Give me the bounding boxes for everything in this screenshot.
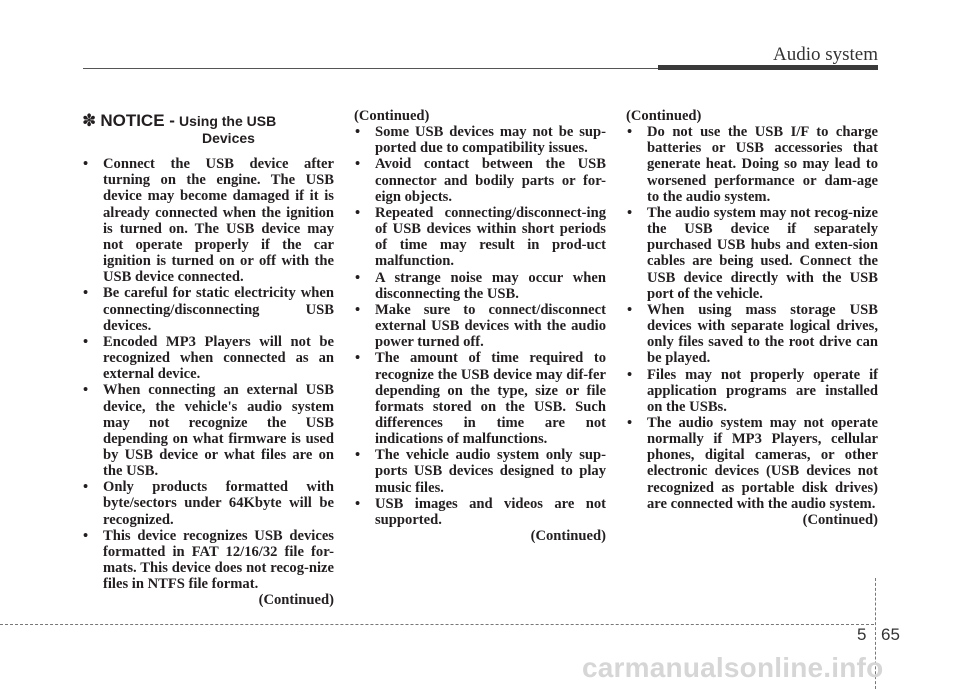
footer-rule bbox=[0, 624, 874, 625]
column-2 bbox=[354, 108, 606, 544]
list-item: • Be careful for static electricity when connecting/disconnecting USB devices. bbox=[82, 285, 334, 333]
list-item: • Only products formatted with byte/sectors under 64Kbyte will be recognized. bbox=[82, 479, 334, 527]
column-3 bbox=[626, 108, 878, 528]
continued-header: (Continued) bbox=[354, 108, 430, 124]
notice-heading bbox=[82, 113, 334, 147]
list-item: • Make sure to connect/disconnect external USB devices with the audio power turned off. bbox=[354, 302, 606, 350]
list-item: • Some USB devices may not be sup-ported due to compatibility issues. bbox=[354, 124, 606, 156]
notice-topic: Using the USB bbox=[178, 113, 277, 129]
notice-topic-line2: Devices bbox=[202, 130, 255, 147]
list-item: • Do not use the USB I/F to charge batteries or USB accessories that generate heat. Doing so may lead to worsened performance or dam-age to the audio system. bbox=[626, 124, 878, 205]
continued-footer: (Continued) bbox=[530, 528, 606, 545]
section-title: Audio system bbox=[772, 44, 878, 65]
list-item: • The vehicle audio system only sup-ports USB devices designed to play music files. bbox=[354, 447, 606, 495]
notice-star-icon: ✽ bbox=[82, 111, 97, 130]
list-item: • Repeated connecting/disconnect-ing of USB devices within short periods of time may result in prod-uct malfunction. bbox=[354, 205, 606, 270]
header-bar bbox=[658, 65, 878, 70]
list-item: • USB images and videos are not supported. bbox=[354, 496, 606, 528]
continued-footer: (Continued) bbox=[802, 511, 878, 528]
list-item: • Encoded MP3 Players will not be recognized when connected as an external device. bbox=[82, 334, 334, 382]
list-item: • The amount of time required to recognize the USB device may dif-fer depending on the type, size or file formats stored on the USB. Such differences in time are not indications of malfunctions. bbox=[354, 350, 606, 447]
header-rule bbox=[83, 68, 658, 69]
list-item: • Files may not properly operate if application programs are installed on the USBs. bbox=[626, 367, 878, 415]
bullet-list-2 bbox=[354, 124, 606, 528]
list-item: • When connecting an external USB device, the vehicle's audio system may not recognize the USB depending on what firmware is used by USB device or what files are on the USB. bbox=[82, 382, 334, 479]
watermark: carmanualsonline.info bbox=[582, 652, 884, 683]
bullet-list-1 bbox=[82, 156, 334, 592]
list-item: • A strange noise may occur when disconnecting the USB. bbox=[354, 270, 606, 302]
continued-header: (Continued) bbox=[626, 108, 702, 124]
list-item: • Connect the USB device after turning on the engine. The USB device may become damaged if it is already connected when the ignition is turned on. The USB device may not operate properly if the car ignition is turned on or off with the USB device connected. bbox=[82, 156, 334, 285]
list-item: • The audio system may not operate normally if MP3 Players, cellular phones, digital cameras, or other electronic devices (USB devices not recognized as portable disk drives) are connected with the audio system. bbox=[626, 415, 878, 512]
list-item: • This device recognizes USB devices formatted in FAT 12/16/32 file for-mats. This device does not recog-nize files in NTFS file format. bbox=[82, 528, 334, 593]
chapter-number: 5 bbox=[857, 625, 867, 644]
list-item: • The audio system may not recog-nize the USB device if separately purchased USB hubs and exten-sion cables are being used. Connect the USB device directly with the USB port of the vehicle. bbox=[626, 205, 878, 302]
list-item: • Avoid contact between the USB connector and bodily parts or for-eign objects. bbox=[354, 156, 606, 204]
continued-footer: (Continued) bbox=[258, 592, 334, 609]
column-1 bbox=[82, 113, 334, 609]
notice-keyword: NOTICE - bbox=[100, 111, 175, 130]
page-number: 65 bbox=[881, 625, 900, 644]
bullet-list-3 bbox=[626, 124, 878, 512]
list-item: • When using mass storage USB devices with separate logical drives, only files saved to the root drive can be played. bbox=[626, 302, 878, 367]
